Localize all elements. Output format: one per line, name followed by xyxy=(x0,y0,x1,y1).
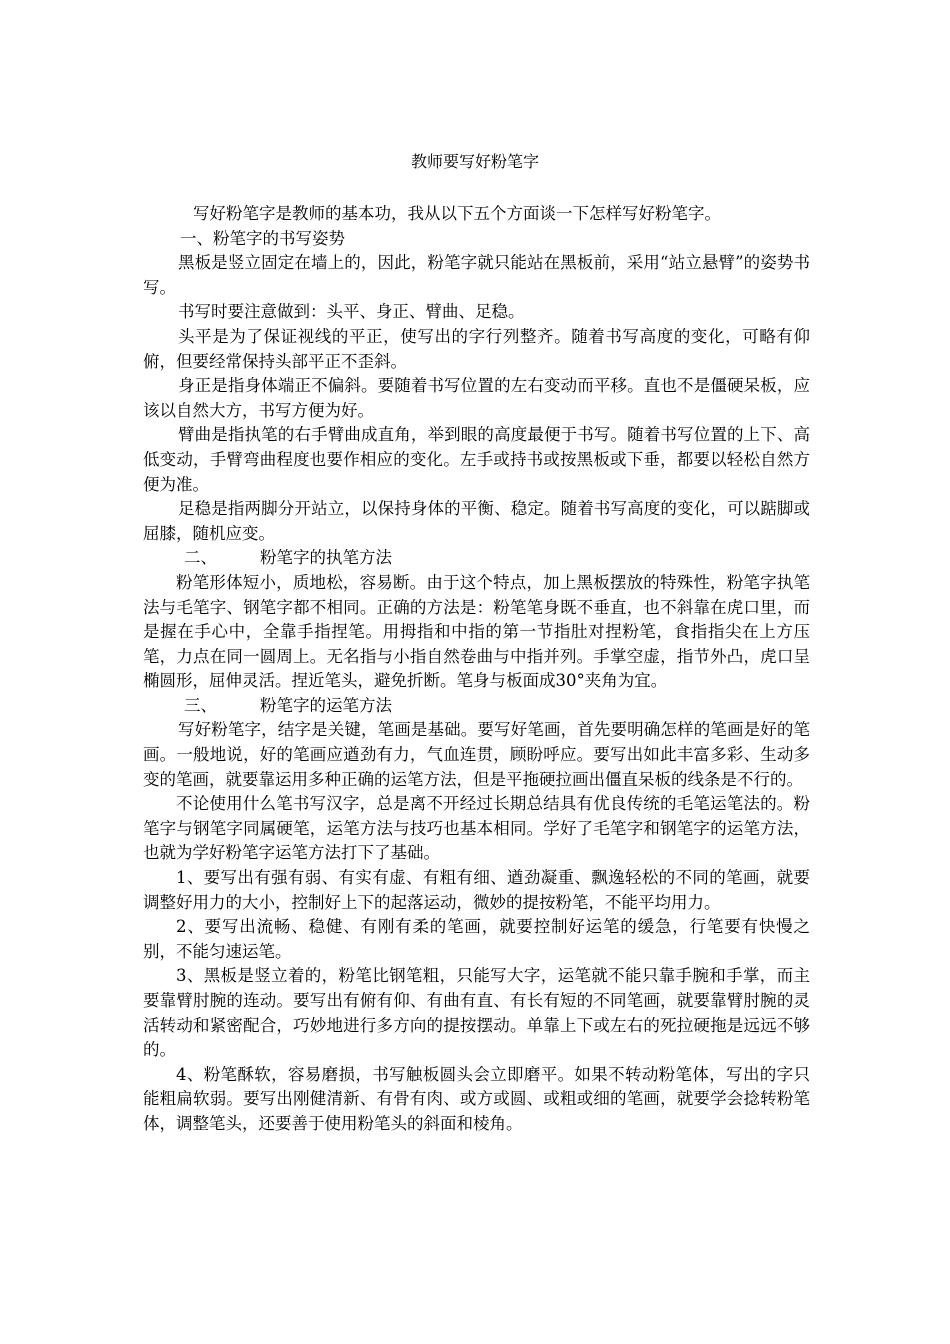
document-body xyxy=(143,202,810,1137)
intro-paragraph: 写好粉笔字是教师的基本功，我从以下五个方面谈一下怎样写好粉笔字。 xyxy=(193,204,721,223)
section-3-number: 三、 xyxy=(184,695,217,715)
document-title: 教师要写好粉笔字 xyxy=(410,152,539,171)
section-3-title: 粉笔字的运笔方法 xyxy=(260,695,392,715)
section-3-paragraph: 3、黑板是竖立着的，粉笔比钢笔粗，只能写大字，运笔就不能只靠手腕和手掌，而主要靠臂肘腕的连动。要写出有俯有仰、有曲有直、有长有短的不同笔画，就要靠臂肘腕的灵活转动和紧密配合，巧妙地进行多方向的提按摆动。单靠上下或左右的死拉硬拖是远远不够的。 xyxy=(143,966,810,1060)
section-3-paragraph: 2、要写出流畅、稳健、有刚有柔的笔画，就要控制好运笔的缓急，行笔要有快慢之别，不能匀速运笔。 xyxy=(143,917,810,961)
section-3-heading xyxy=(143,694,810,719)
section-3-paragraph: 4、粉笔酥软，容易磨损，书写触板圆头会立即磨平。如果不转动粉笔体，写出的字只能粗扁软弱。要写出刚健清新、有骨有肉、或方或圆、或粗或细的笔画，就要学会捻转粉笔体，调整笔头，还要善于使用粉笔头的斜面和棱角。 xyxy=(143,1064,810,1133)
section-1-heading: 一、粉笔字的书写姿势 xyxy=(180,228,345,248)
section-1-paragraph: 黑板是竖立固定在墙上的，因此，粉笔字就只能站在黑板前，采用“站立悬臂”的姿势书写。 xyxy=(143,253,810,297)
section-1-paragraph: 臂曲是指执笔的右手臂曲成直角，举到眼的高度最便于书写。随着书写位置的上下、高低变动，手臂弯曲程度也要作相应的变化。左手或持书或按黑板或下垂，都要以轻松自然方便为准。 xyxy=(143,425,810,494)
section-2-paragraph: 粉笔形体短小，质地松，容易断。由于这个特点，加上黑板摆放的特殊性，粉笔字执笔法与毛笔字、钢笔字都不相同。正确的方法是：粉笔笔身既不垂直，也不斜靠在虎口里，而是握在手心中，全靠手指捏笔。用拇指和中指的第一节指肚对捏粉笔，食指指尖在上方压笔，力点在同一圆周上。无名指与小指自然卷曲与中指并列。手掌空虚，指节外凸，虎口呈椭圆形，屈伸灵活。捏近笔头，避免折断。笔身与板面成30°夹角为宜。 xyxy=(143,572,810,691)
section-1-paragraph: 头平是为了保证视线的平正，使写出的字行列整齐。随着书写高度的变化，可略有仰俯，但要经常保持头部平正不歪斜。 xyxy=(143,326,810,371)
section-2-title: 粉笔字的执笔方法 xyxy=(260,548,392,568)
section-1-paragraph: 书写时要注意做到：头平、身正、臂曲、足稳。 xyxy=(178,302,525,322)
section-2-number: 二、 xyxy=(184,548,217,568)
section-1-paragraph: 身正是指身体端正不偏斜。要随着书写位置的左右变动而平移。直也不是僵硬呆板，应该以自然大方，书写方便为好。 xyxy=(143,376,810,420)
section-1-paragraph: 足稳是指两脚分开站立，以保持身体的平衡、稳定。随着书写高度的变化，可以踮脚或屈膝，随机应变。 xyxy=(143,499,810,543)
section-2-heading xyxy=(143,546,810,571)
section-3-paragraph: 1、要写出有强有弱、有实有虚、有粗有细、遒劲凝重、飘逸轻松的不同的笔画，就要调整好用力的大小，控制好上下的起落运动，微妙的提按粉笔，不能平均用力。 xyxy=(143,868,810,912)
section-3-paragraph: 不论使用什么笔书写汉字，总是离不开经过长期总结具有优良传统的毛笔运笔法的。粉笔字与钢笔字同属硬笔，运笔方法与技巧也基本相同。学好了毛笔字和钢笔字的运笔方法，也就为学好粉笔字运笔方法打下了基础。 xyxy=(143,794,810,863)
section-3-paragraph: 写好粉笔字，结字是关键，笔画是基础。要写好笔画，首先要明确怎样的笔画是好的笔画。一般地说，好的笔画应遒劲有力，气血连贯，顾盼呼应。要写出如此丰富多彩、生动多变的笔画，就要靠运用多种正确的运笔方法，但是平拖硬拉画出僵直呆板的线条是不行的。 xyxy=(143,720,810,789)
